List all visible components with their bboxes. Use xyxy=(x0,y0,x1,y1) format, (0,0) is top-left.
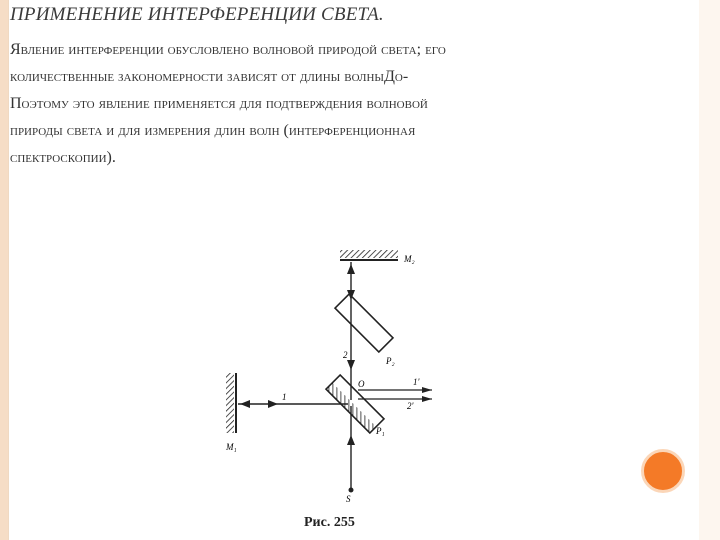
label-m2: M₂ xyxy=(404,254,415,264)
slide-title: ПРИМЕНЕНИЕ ИНТЕРФЕРЕНЦИИ СВЕТА. xyxy=(10,4,384,25)
label-p1: P₁ xyxy=(376,426,385,436)
body-line-2: количественные закономерности зависят от длины волныДо- xyxy=(10,68,409,85)
label-p2: P₂ xyxy=(386,356,395,366)
body-line-4: природы света и для измерения длин волн (интерференционная xyxy=(10,122,416,139)
mirror-m1 xyxy=(226,373,236,433)
label-o: O xyxy=(358,379,365,389)
label-ray-2-prime: 2' xyxy=(407,401,414,411)
body-line-1: Явление интерференции обусловлено волновой природой света; его xyxy=(10,41,446,58)
body-line-5: спектроскопии). xyxy=(10,149,116,166)
slide-frame-right xyxy=(699,0,720,540)
body-line-3: Поэтому это явление применяется для подтверждения волновой xyxy=(10,95,428,112)
plate-p2 xyxy=(335,294,393,352)
michelson-interferometer-diagram xyxy=(210,240,450,540)
source-point xyxy=(349,488,354,493)
decorative-circle xyxy=(641,449,685,493)
figure-caption: Рис. 255 xyxy=(304,515,355,530)
label-ray-1-prime: 1' xyxy=(413,377,420,387)
label-ray-2: 2 xyxy=(343,350,348,360)
mirror-m2 xyxy=(340,250,398,260)
label-s: S xyxy=(346,494,351,504)
label-m1: M₁ xyxy=(226,442,237,452)
slide-body xyxy=(10,36,670,171)
label-ray-1: 1 xyxy=(282,392,287,402)
